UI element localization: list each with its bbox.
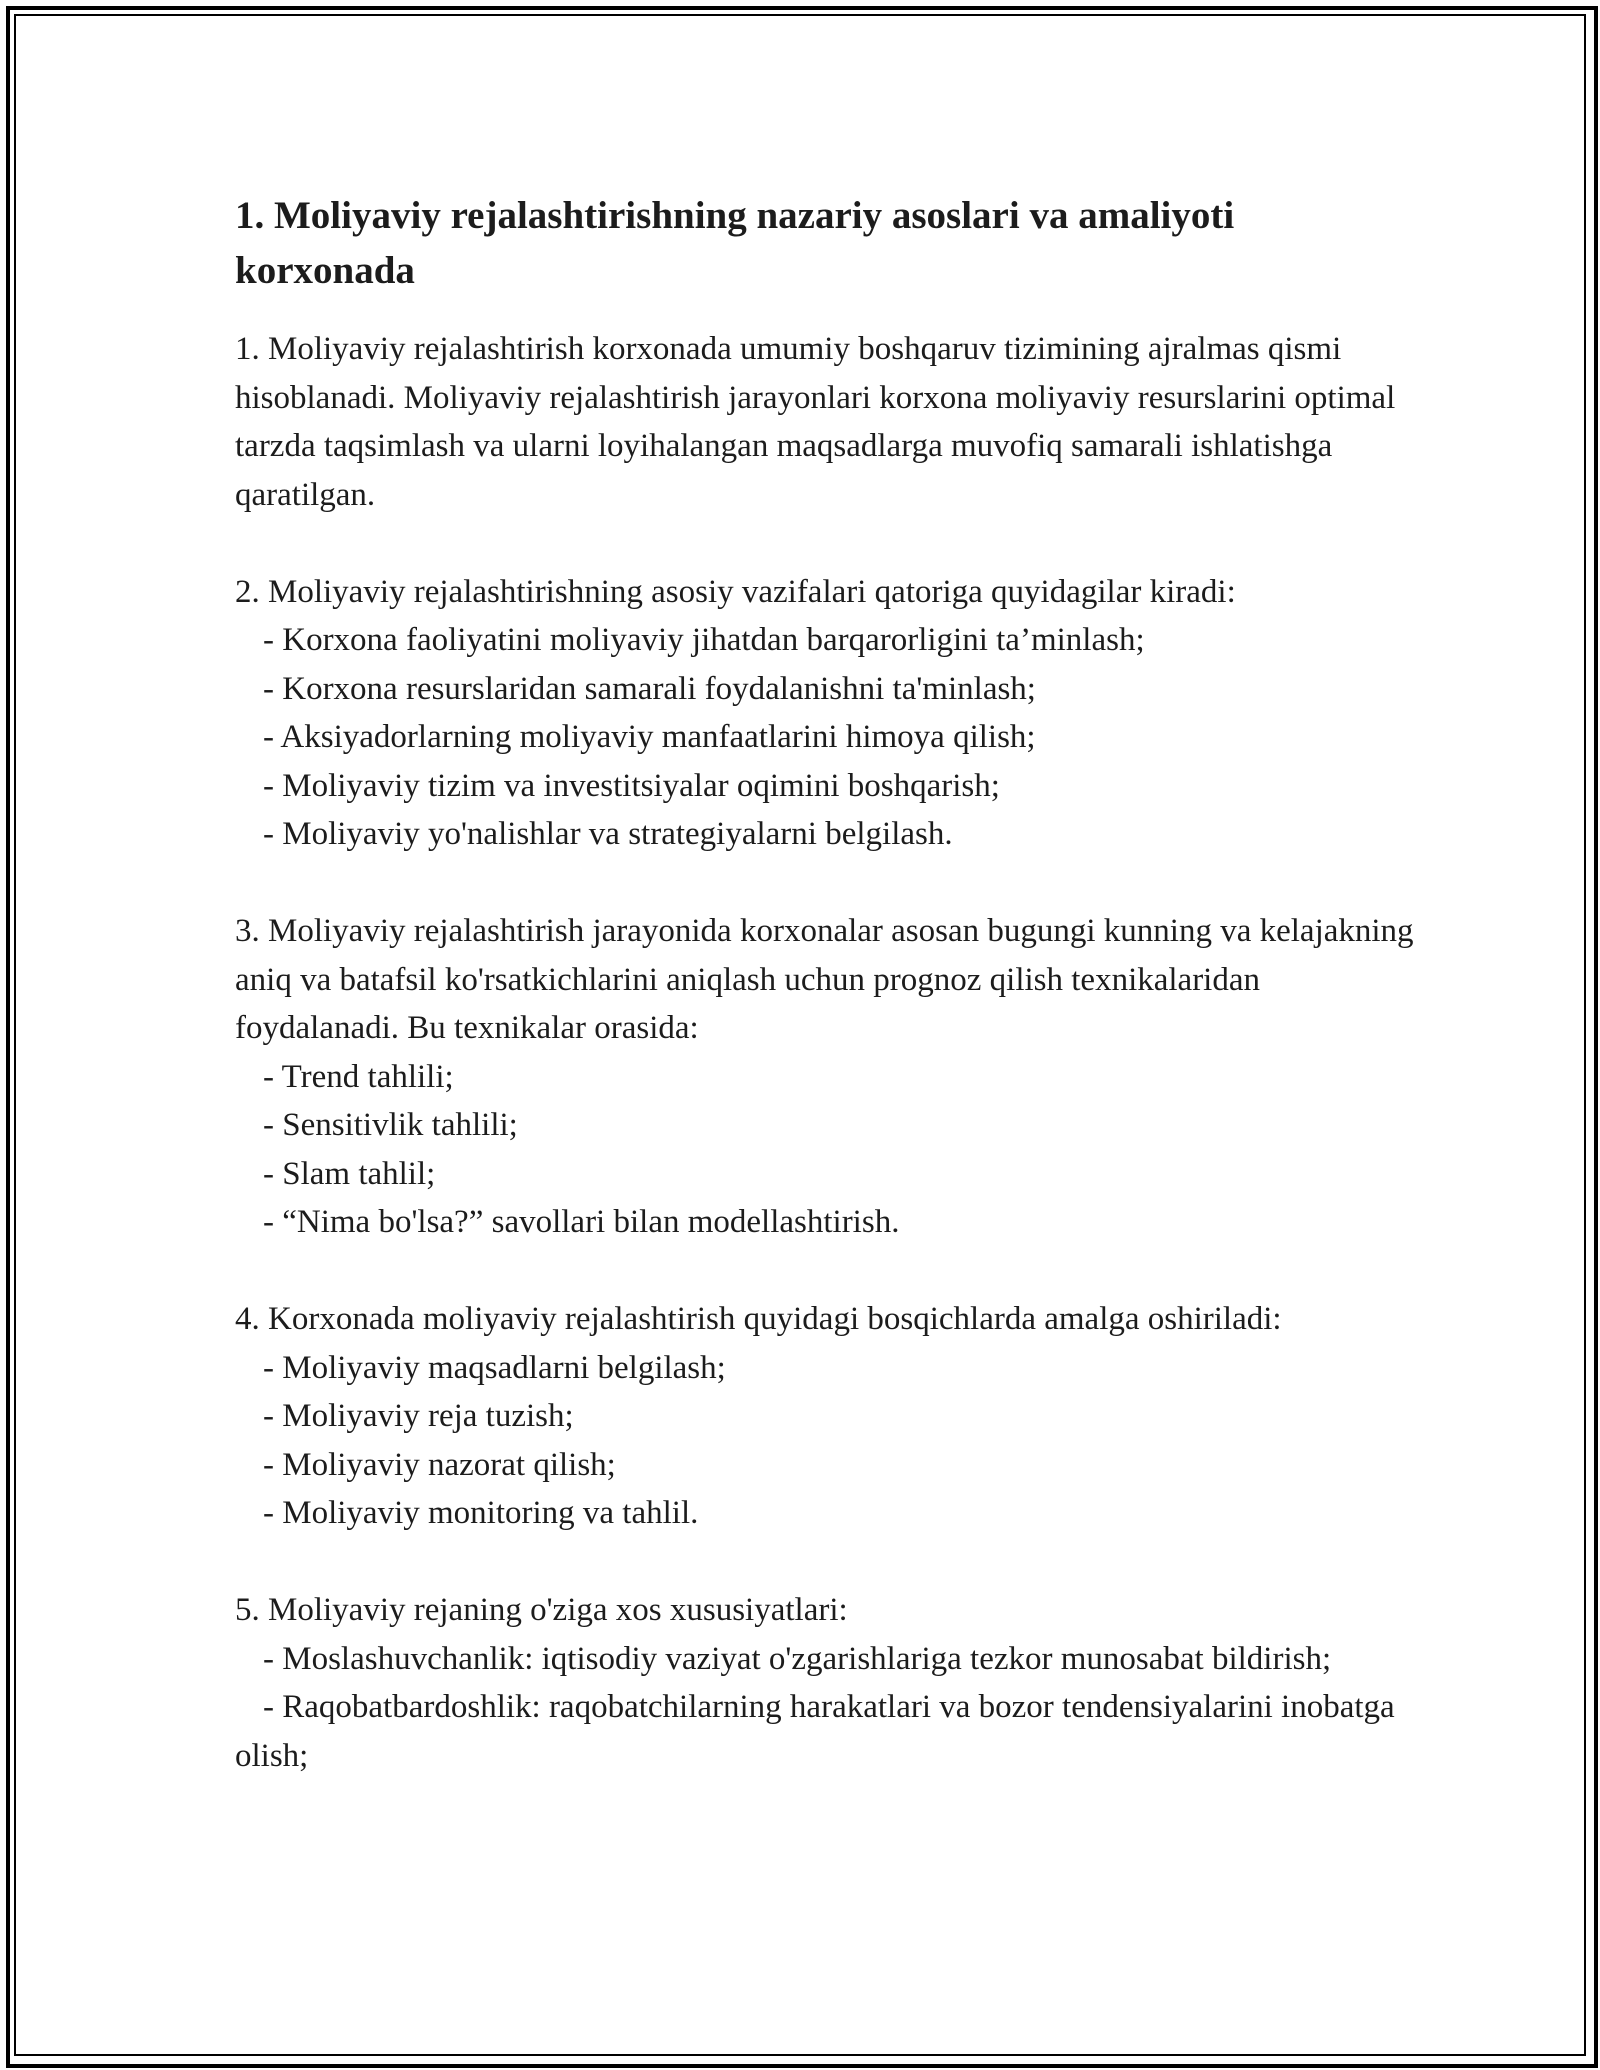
list-item: - Moliyaviy maqsadlarni belgilash; xyxy=(263,1349,726,1386)
list-item: - Trend tahlili; xyxy=(263,1058,454,1095)
list-item: - Korxona resurslaridan samarali foydalanishni ta'minlash; xyxy=(263,670,1036,707)
list-item: - Moliyaviy yo'nalishlar va strategiyalarni belgilash. xyxy=(263,816,953,852)
list-item: - Moslashuvchanlik: iqtisodiy vaziyat o'zgarishlariga tezkor munosabat bildirish; xyxy=(263,1640,1332,1677)
document-body xyxy=(235,188,1415,1780)
list-item: - Slam tahlil; xyxy=(263,1155,436,1192)
section-2-paragraph: 2. Moliyaviy rejalashtirishning asosiy vazifalari qatoriga quyidagilar kiradi: xyxy=(235,573,1236,610)
section-5 xyxy=(235,1586,1415,1780)
list-item: - Korxona faoliyatini moliyaviy jihatdan barqarorligini ta’minlash; xyxy=(263,622,1145,658)
section-4-paragraph: 4. Korxonada moliyaviy rejalashtirish quyidagi bosqichlarda amalga oshiriladi: xyxy=(235,1301,1282,1337)
section-3 xyxy=(235,907,1415,1247)
list-item: - Aksiyadorlarning moliyaviy manfaatlarini himoya qilish; xyxy=(263,719,1036,755)
list-item: - Raqobatbardoshlik: raqobatchilarning harakatlari va bozor tendensiyalarini inobatga olish; xyxy=(235,1689,1395,1774)
list-item: - Moliyaviy monitoring va tahlil. xyxy=(263,1495,699,1531)
list-item: - Moliyaviy nazorat qilish; xyxy=(263,1446,616,1483)
section-5-paragraph: 5. Moliyaviy rejaning o'ziga xos xususiyatlari: xyxy=(235,1592,848,1628)
section-3-paragraph: 3. Moliyaviy rejalashtirish jarayonida korxonalar asosan bugungi kunning va kelajakning aniq va batafsil ko'rsatkichlarini aniqlash uchun prognoz qilish texnikalaridan foydalanadi. Bu texnikalar orasida: xyxy=(235,913,1414,1046)
section-1-paragraph: 1. Moliyaviy rejalashtirish korxonada umumiy boshqaruv tizimining ajralmas qismi hisoblanadi. Moliyaviy rejalashtirish jarayonlari korxona moliyaviy resurslarini optimal tarzda taqsimlash va ularni loyihalangan maqsadlarga muvofiq samarali ishlatishga qaratilgan. xyxy=(235,331,1396,513)
list-item: - Moliyaviy reja tuzish; xyxy=(263,1398,574,1434)
section-2 xyxy=(235,568,1415,859)
list-item: - “Nima bo'lsa?” savollari bilan modellashtirish. xyxy=(263,1204,900,1240)
list-item: - Moliyaviy tizim va investitsiyalar oqimini boshqarish; xyxy=(263,767,1000,804)
section-1 xyxy=(235,325,1415,519)
section-4 xyxy=(235,1295,1415,1538)
document-title: 1. Moliyaviy rejalashtirishning nazariy asoslari va amaliyoti korxonada xyxy=(235,194,1235,292)
list-item: - Sensitivlik tahlili; xyxy=(263,1107,518,1143)
